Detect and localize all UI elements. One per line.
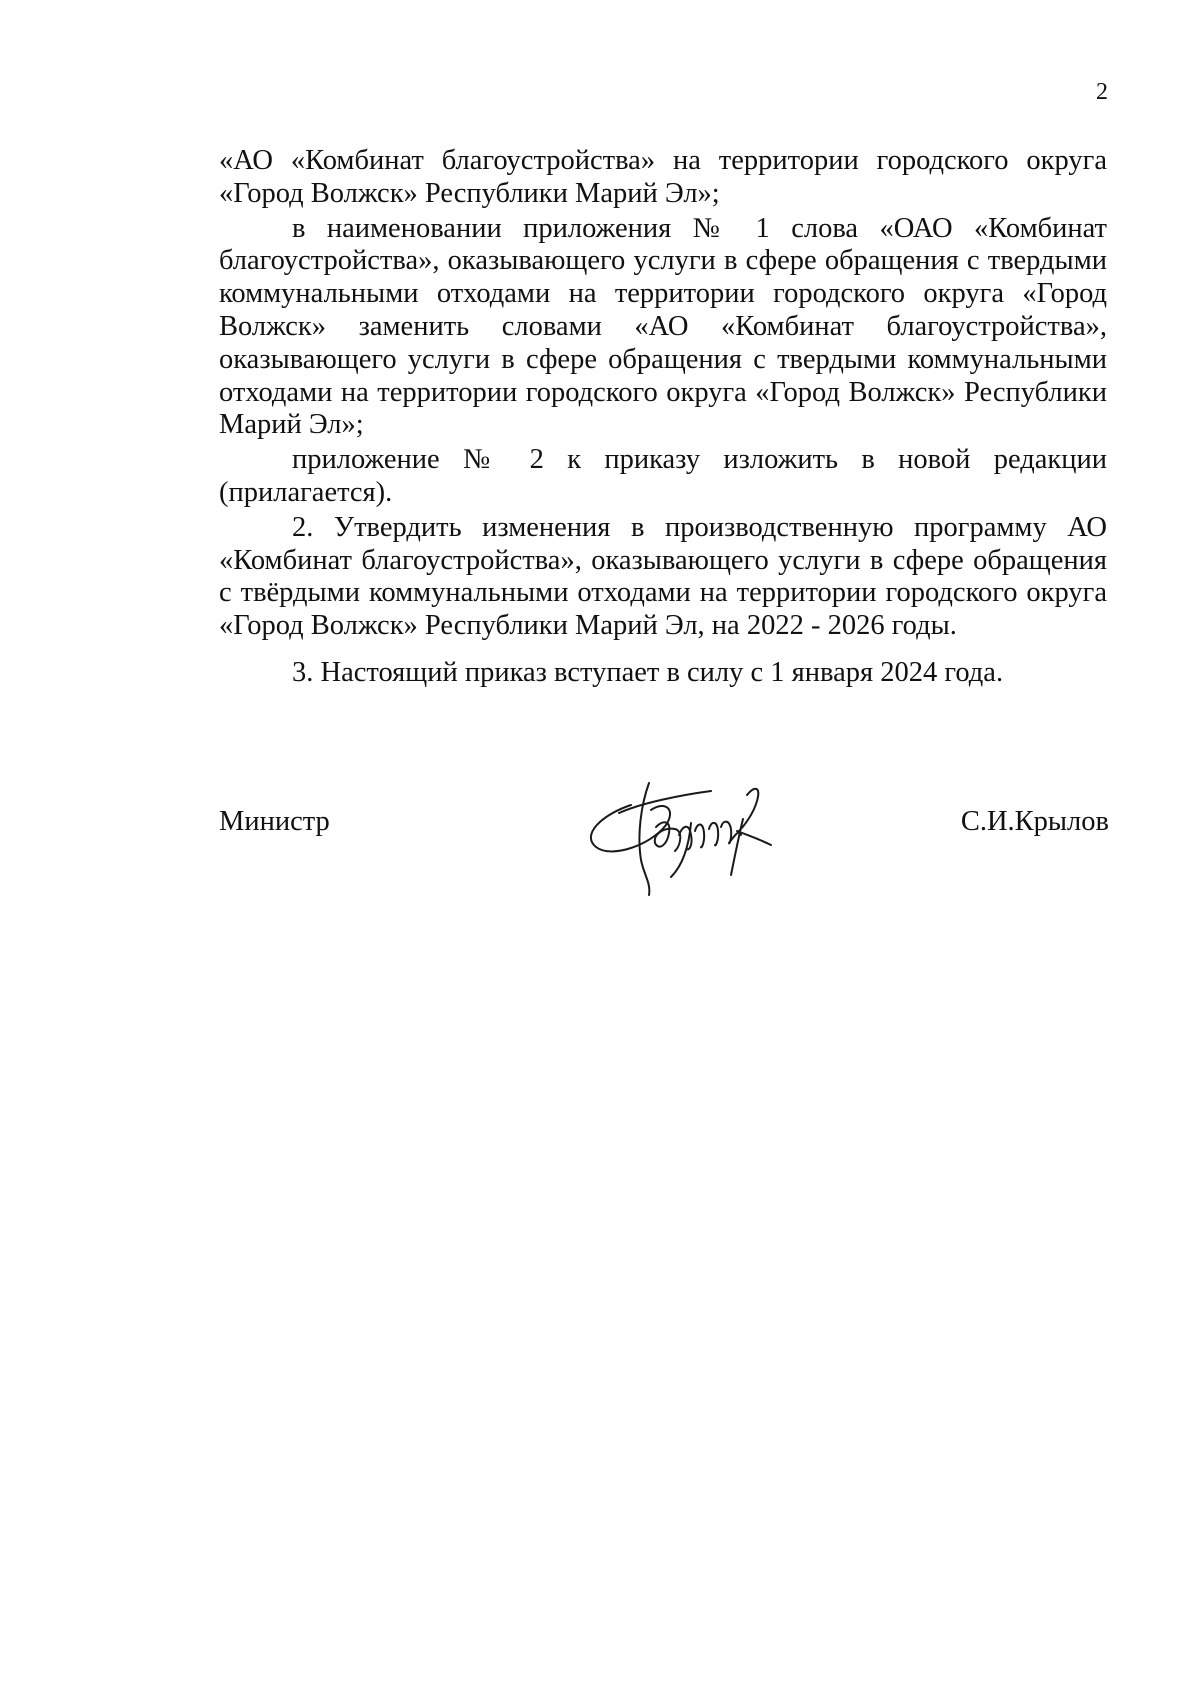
signatory-name: С.И.Крылов — [960, 806, 1109, 837]
page-number: 2 — [1096, 79, 1108, 105]
document-body — [219, 145, 1107, 690]
signature-block — [219, 765, 1109, 905]
signatory-position: Министр — [219, 806, 330, 837]
paragraph-item-2: 2. Утвердить изменения в производственную программу АО «Комбинат благоустройства», оказывающего услуги в сфере обращения с твёрдыми коммунальными отходами на территории городского округа «Город Волжск» Республики Марий Эл, на 2022 - 2026 годы. — [219, 511, 1107, 642]
paragraph-appendix-2: приложение № 2 к приказу изложить в новой редакции (прилагается). — [219, 444, 1107, 508]
paragraph-continuation: «АО «Комбинат благоустройства» на территории городского округа «Город Волжск» Республики Марий Эл»; — [219, 145, 1107, 209]
handwritten-signature — [571, 765, 821, 905]
paragraph-appendix-1-title: в наименовании приложения № 1 слова «ОАО «Комбинат благоустройства», оказывающего услуги в сфере обращения с твердыми коммунальными отходами на территории городского округа «Город Волжск» заменить словами «АО «Комбинат благоустройства», оказывающего услуги в сфере обращения с твердыми коммунальными отходами на территории городского округа «Город Волжск» Республики Марий Эл»; — [219, 212, 1107, 441]
paragraph-item-3: 3. Настоящий приказ вступает в силу с 1 января 2024 года. — [292, 656, 1004, 688]
